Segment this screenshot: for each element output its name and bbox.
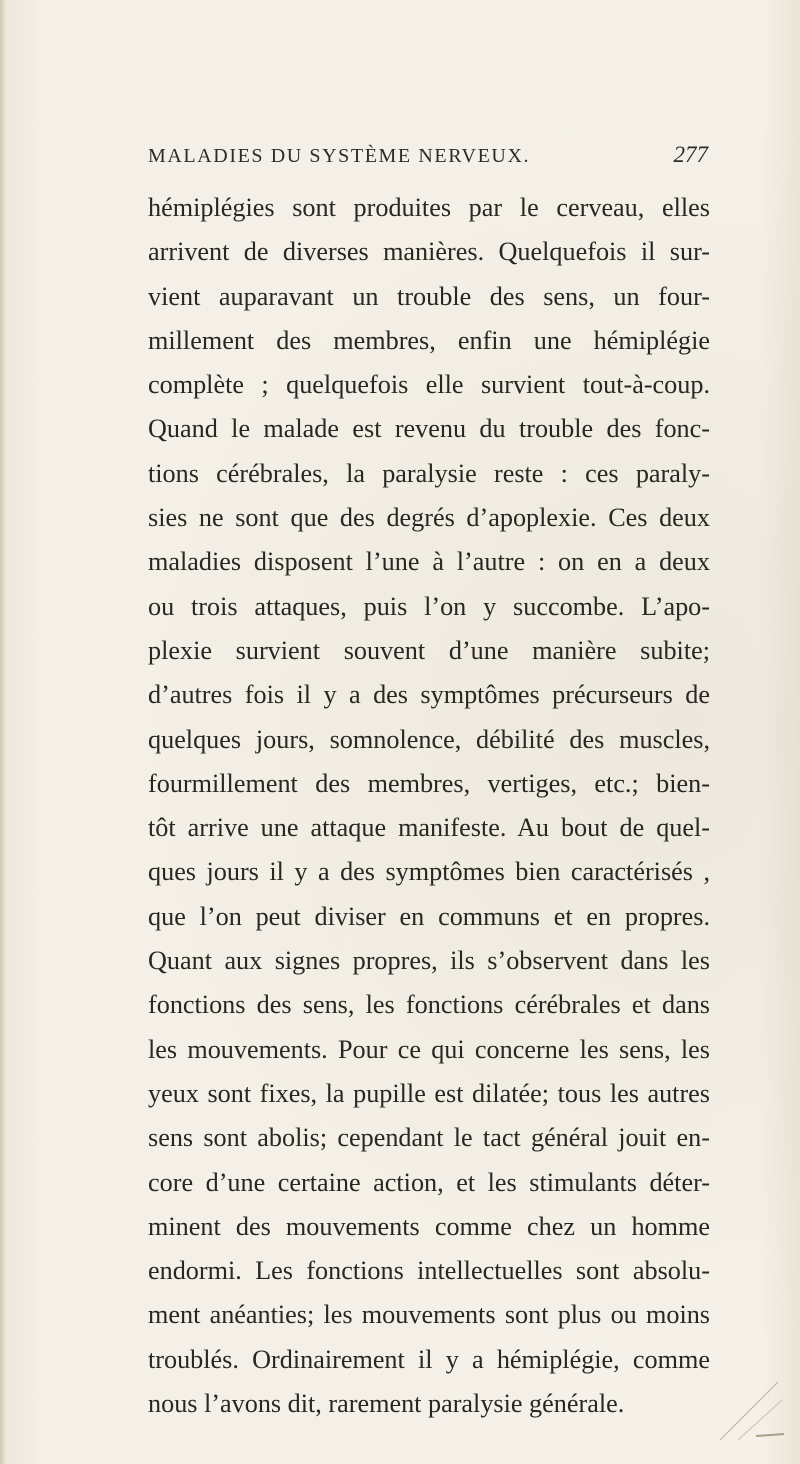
- text-line: maladies disposent l’une à l’autre : on en a deux: [148, 547, 710, 577]
- text-line: vient auparavant un trouble des sens, un four-: [148, 281, 710, 311]
- running-head: MALADIES DU SYSTÈME NERVEUX.: [148, 145, 531, 167]
- text-line: ques jours il y a des symptômes bien caractérisés ,: [148, 857, 710, 887]
- text-line: arrivent de diverses manières. Quelquefois il sur-: [148, 237, 710, 267]
- text-line: Quant aux signes propres, ils s’observent dans les: [148, 946, 710, 976]
- text-line: fonctions des sens, les fonctions cérébrales et dans: [148, 990, 710, 1020]
- text-line: plexie survient souvent d’une manière subite;: [148, 635, 710, 665]
- text-line: ou trois attaques, puis l’on y succombe. L’apo-: [148, 591, 710, 621]
- text-line: endormi. Les fonctions intellectuelles sont absolu-: [148, 1256, 710, 1286]
- text-line: sies ne sont que des degrés d’apoplexie. Ces deux: [148, 503, 710, 533]
- page-corner-crease: [716, 1374, 786, 1444]
- text-line: les mouvements. Pour ce qui concerne les sens, les: [148, 1034, 710, 1064]
- text-line: que l’on peut diviser en communs et en propres.: [148, 901, 710, 931]
- text-line: d’autres fois il y a des symptômes précurseurs de: [148, 680, 710, 710]
- page-binding-edge: [0, 0, 6, 1464]
- text-line: Quand le malade est revenu du trouble des fonc-: [148, 414, 710, 444]
- text-line: complète ; quelquefois elle survient tout-à-coup.: [148, 370, 710, 400]
- text-line: minent des mouvements comme chez un homme: [148, 1211, 710, 1241]
- text-line: core d’une certaine action, et les stimulants déter-: [148, 1167, 710, 1197]
- text-line-last: nous l’avons dit, rarement paralysie générale.: [148, 1389, 625, 1419]
- text-line: troublés. Ordinairement il y a hémiplégie, comme: [148, 1344, 710, 1374]
- text-line: tions cérébrales, la paralysie reste : ces paraly-: [148, 458, 710, 488]
- page-header: [148, 142, 708, 178]
- text-line: tôt arrive une attaque manifeste. Au bout de quel-: [148, 813, 710, 843]
- text-line: millement des membres, enfin une hémiplégie: [148, 325, 710, 355]
- text-line: fourmillement des membres, vertiges, etc.; bien-: [148, 768, 710, 798]
- text-line: sens sont abolis; cependant le tact général jouit en-: [148, 1123, 710, 1153]
- text-line: quelques jours, somnolence, débilité des muscles,: [148, 724, 710, 754]
- text-line: yeux sont fixes, la pupille est dilatée; tous les autres: [148, 1078, 710, 1108]
- text-line: ment anéanties; les mouvements sont plus ou moins: [148, 1300, 710, 1330]
- page-number: 277: [673, 142, 708, 167]
- text-line: hémiplégies sont produites par le cerveau, elles: [148, 193, 710, 222]
- body-text: [148, 186, 710, 1426]
